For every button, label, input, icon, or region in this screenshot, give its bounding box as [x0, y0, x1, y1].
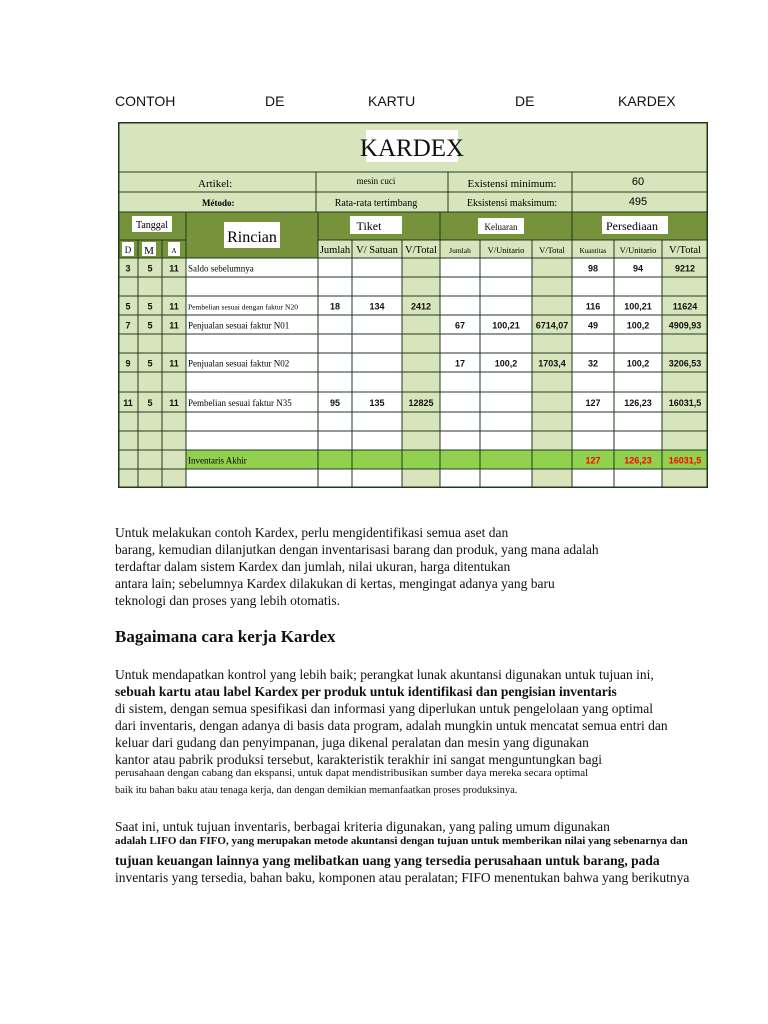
kardex-card — [118, 122, 708, 488]
table-cell: 11 — [169, 358, 179, 369]
para3-line: adalah LIFO dan FIFO, yang merupakan metode akuntansi dengan tujuan untuk memberikan nilai yang sebenarnya dan — [115, 835, 688, 847]
column-subheader: V/Total — [405, 245, 437, 256]
para1-line: antara lain; sebelumnya Kardex dilakukan di kertas, mengingat adanya yang baru — [115, 576, 555, 591]
column-subheader: Kuantitas — [579, 247, 607, 255]
heading-row — [0, 93, 768, 111]
rincian-header: Rincian — [227, 229, 277, 246]
table-cell: 98 — [587, 263, 599, 274]
col-m-header: M — [144, 245, 154, 257]
para2-line: baik itu bahan baku atau tenaga kerja, dan dengan demikian memanfaatkan proses produksinya. — [115, 785, 518, 796]
table-cell: 5 — [147, 358, 153, 369]
heading-word: DE — [265, 93, 285, 109]
para1-line: barang, kemudian dilanjutkan dengan inventarisasi barang dan produk, yang mana adalah — [115, 542, 599, 557]
table-cell: 5 — [125, 301, 131, 312]
existensi-min-value: 60 — [631, 176, 645, 188]
table-cell: 32 — [587, 358, 599, 369]
para1-line: Untuk melakukan contoh Kardex, perlu mengidentifikasi semua aset dan — [115, 525, 509, 540]
table-cell: 49 — [587, 320, 599, 331]
highlight-column — [118, 258, 186, 488]
table-cell: 127 — [585, 455, 601, 466]
para1-line: terdaftar dalam sistem Kardex dan jumlah, nilai ukuran, harga ditentukan — [115, 559, 511, 574]
table-cell: 5 — [147, 320, 153, 331]
table-cell: 17 — [454, 358, 466, 369]
table-cell: 2412 — [410, 301, 432, 312]
col-a-header: A — [171, 247, 177, 255]
table-cell: 100,21 — [492, 320, 520, 331]
table-cell: 100,21 — [624, 301, 652, 312]
table-cell: 11 — [169, 263, 179, 274]
kardex-title: KARDEX — [359, 135, 465, 162]
table-cell: 5 — [147, 398, 153, 408]
artikel-label: Artikel: — [198, 178, 233, 190]
heading-word: KARDEX — [618, 93, 676, 109]
para2-line: dari inventaris, dengan adanya di basis data program, adalah mungkin untuk mencatat semua entri dan — [115, 718, 668, 733]
table-cell: 100,2 — [626, 358, 650, 369]
table-cell: 11 — [123, 398, 133, 408]
table-cell: 100,2 — [626, 320, 650, 331]
heading-word: CONTOH — [115, 93, 176, 109]
para3-line: Saat ini, untuk tujuan inventaris, berbagai kriteria digunakan, yang paling umum digunakan — [115, 819, 610, 834]
table-cell: 6714,07 — [535, 320, 569, 331]
column-subheader: V/Unitario — [619, 245, 657, 255]
table-cell: 7 — [125, 320, 131, 331]
row-description: Pembelian sesuai dengan faktur N20 — [188, 302, 298, 312]
column-subheader: V/Unitario — [487, 245, 525, 255]
eksistensi-max-value: 495 — [628, 196, 648, 208]
metodo-value: Rata-rata tertimbang — [334, 198, 418, 209]
final-row-label: Inventaris Akhir — [188, 455, 247, 466]
keluaran-header: Keluaran — [484, 222, 518, 232]
row-description: Penjualan sesuai faktur N01 — [188, 320, 290, 331]
table-cell: 3206,53 — [668, 358, 702, 369]
row-description: Penjualan sesuai faktur N02 — [188, 358, 290, 369]
eksistensi-max-label: Eksistensi maksimum: — [466, 198, 558, 209]
row-description: Pembelian sesuai faktur N35 — [188, 398, 292, 408]
table-cell: 16031,5 — [668, 398, 702, 408]
existensi-min-label: Existensi minimum: — [467, 178, 557, 190]
column-subheader: Jumlah — [319, 245, 351, 256]
table-cell: 11 — [169, 301, 179, 312]
heading-word: KARTU — [368, 93, 416, 109]
table-cell: 95 — [329, 398, 341, 408]
para3-line: tujuan keuangan lainnya yang melibatkan uang yang tersedia perusahaan untuk barang, pada — [115, 853, 660, 868]
table-cell: 5 — [147, 301, 153, 312]
table-cell: 134 — [369, 301, 385, 312]
column-subheader: V/ Satuan — [356, 245, 398, 256]
row-description: Saldo sebelumnya — [188, 263, 254, 274]
tiket-header: Tiket — [356, 219, 382, 233]
table-cell: 9 — [125, 358, 131, 369]
persediaan-header: Persediaan — [606, 219, 658, 233]
table-cell: 3 — [125, 263, 131, 274]
metodo-label: Método: — [202, 198, 235, 208]
table-cell: 100,2 — [494, 358, 518, 369]
table-cell: 9212 — [674, 263, 696, 274]
heading-word: DE — [515, 93, 535, 109]
table-cell: 126,23 — [624, 455, 652, 466]
table-cell: 127 — [585, 398, 601, 408]
table-cell: 67 — [454, 320, 466, 331]
para2-line: Untuk mendapatkan kontrol yang lebih baik; perangkat lunak akuntansi digunakan untuk tujuan ini, — [115, 667, 654, 682]
table-cell: 11 — [169, 320, 179, 331]
column-subheader: V/Total — [539, 245, 565, 255]
section-title: Bagaimana cara kerja Kardex — [115, 627, 336, 646]
artikel-value: mesin cuci — [356, 176, 396, 186]
para2-line: di sistem, dengan semua spesifikasi dan informasi yang diperlukan untuk pengelolaan yang optimal — [115, 701, 654, 716]
table-cell: 1703,4 — [538, 358, 566, 369]
table-cell: 12825 — [408, 398, 434, 408]
table-cell: 135 — [369, 398, 385, 408]
para1-line: teknologi dan proses yang lebih otomatis. — [115, 593, 340, 608]
tanggal-header: Tanggal — [135, 220, 169, 231]
para2-line: sebuah kartu atau label Kardex per produk untuk identifikasi dan pengisian inventaris — [115, 684, 617, 699]
table-cell: 16031,5 — [668, 455, 702, 466]
table-cell: 4909,93 — [668, 320, 702, 331]
para2-line: kantor atau pabrik produksi tersebut, karakteristik terakhir ini sangat menguntungkan bagi — [115, 752, 602, 767]
para3-line: inventaris yang tersedia, bahan baku, komponen atau peralatan; FIFO menentukan bahwa yang berikutnya — [115, 870, 690, 885]
para2-line: perusahaan dengan cabang dan ekspansi, untuk dapat mendistribusikan sumber daya mereka secara optimal — [115, 767, 589, 779]
table-cell: 11 — [169, 398, 179, 408]
table-cell: 18 — [329, 301, 341, 312]
para2-line: keluar dari gudang dan penyimpanan, juga dikenal peralatan dan mesin yang digunakan — [115, 735, 589, 750]
table-cell: 5 — [147, 263, 153, 274]
table-cell: 116 — [585, 301, 601, 312]
table-cell: 11624 — [672, 301, 698, 312]
table-cell: 126,23 — [624, 398, 652, 408]
col-d-header: D — [124, 245, 132, 255]
table-cell: 94 — [632, 263, 644, 274]
kardex-table — [118, 122, 708, 488]
column-subheader: Jumlah — [449, 246, 471, 255]
column-subheader: V/Total — [669, 245, 701, 256]
